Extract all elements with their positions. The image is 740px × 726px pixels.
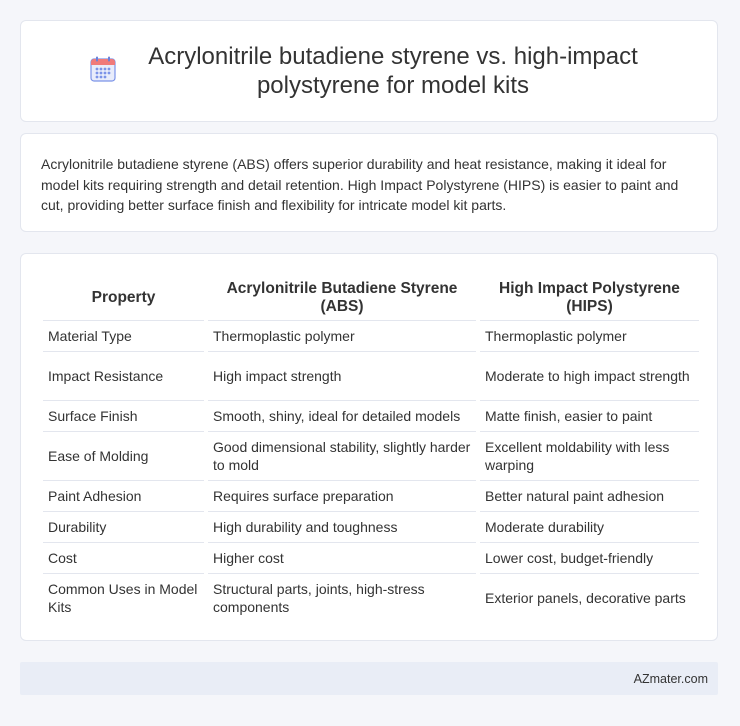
row-hips-value: Exterior panels, decorative parts bbox=[485, 590, 686, 606]
row-abs-value: Thermoplastic polymer bbox=[208, 321, 476, 352]
footer bbox=[20, 662, 718, 695]
row-abs-value: High durability and toughness bbox=[208, 512, 476, 543]
row-abs-value: Smooth, shiny, ideal for detailed models bbox=[208, 401, 476, 432]
row-abs-value: Good dimensional stability, slightly harder to mold bbox=[208, 432, 476, 481]
row-hips-value: Moderate to high impact strength bbox=[480, 352, 699, 401]
row-property: Common Uses in Model Kits bbox=[48, 581, 198, 615]
title-wrap bbox=[90, 42, 648, 100]
row-property: Ease of Molding bbox=[43, 432, 204, 481]
footer-brand: AZmater.com bbox=[633, 671, 708, 686]
table-row bbox=[43, 401, 699, 432]
row-hips-value: Better natural paint adhesion bbox=[480, 481, 699, 512]
title-card bbox=[20, 20, 718, 122]
header-hips: High Impact Polystyrene (HIPS) bbox=[480, 276, 699, 321]
header-property: Property bbox=[43, 276, 204, 321]
row-property: Paint Adhesion bbox=[43, 481, 204, 512]
row-property: Cost bbox=[43, 543, 204, 574]
row-hips-value: Matte finish, easier to paint bbox=[480, 401, 699, 432]
table-row bbox=[43, 543, 699, 574]
comparison-table bbox=[39, 276, 703, 622]
row-abs-value: Higher cost bbox=[208, 543, 476, 574]
table-row bbox=[43, 574, 699, 622]
page-title: Acrylonitrile butadiene styrene vs. high-impact polystyrene for model kits bbox=[148, 43, 638, 99]
row-property: Impact Resistance bbox=[43, 352, 204, 401]
table-header-row bbox=[43, 276, 699, 321]
row-property: Material Type bbox=[43, 321, 204, 352]
intro-text: Acrylonitrile butadiene styrene (ABS) offers superior durability and heat resistance, making it ideal for model kits requiring strength and detail retention. High Impact Polystyrene (HIPS) is easier to paint and cut, providing better surface finish and flexibility for intricate model kit parts. bbox=[41, 156, 679, 213]
row-abs-value: Requires surface preparation bbox=[208, 481, 476, 512]
row-property: Durability bbox=[43, 512, 204, 543]
row-property: Surface Finish bbox=[43, 401, 204, 432]
intro-card bbox=[20, 133, 718, 232]
table-card bbox=[20, 253, 718, 641]
table-row bbox=[43, 512, 699, 543]
row-abs-value: High impact strength bbox=[208, 352, 476, 401]
table-row bbox=[43, 432, 699, 481]
header-abs: Acrylonitrile Butadiene Styrene (ABS) bbox=[208, 276, 476, 321]
table-row bbox=[43, 481, 699, 512]
row-hips-value: Excellent moldability with less warping bbox=[480, 432, 699, 481]
row-hips-value: Lower cost, budget-friendly bbox=[480, 543, 699, 574]
calendar-icon bbox=[90, 56, 116, 82]
row-abs-value: Structural parts, joints, high-stress components bbox=[213, 581, 425, 615]
row-hips-value: Thermoplastic polymer bbox=[480, 321, 699, 352]
row-hips-value: Moderate durability bbox=[480, 512, 699, 543]
table-row bbox=[43, 352, 699, 401]
table-row bbox=[43, 321, 699, 352]
